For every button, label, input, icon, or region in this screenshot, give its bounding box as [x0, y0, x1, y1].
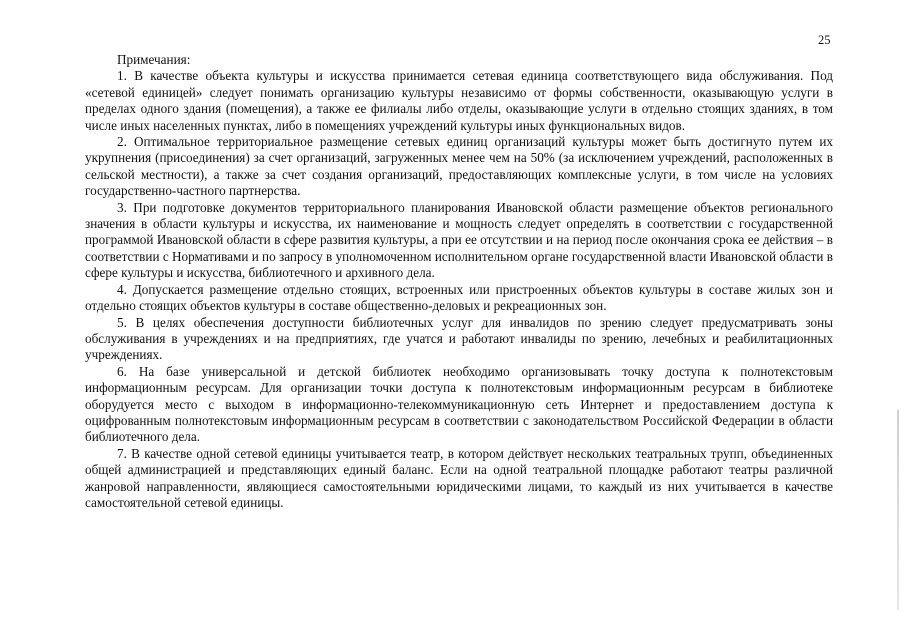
- note-3: 3. При подготовке документов территориального планирования Ивановской области размещение объектов регионального значения в области культуры и искусства, их наименование и мощность следует определять в соответствии с государственной программой Ивановской области в сфере развития культуры, а при ее отсутствии и на период после окончания срока ее действия – в соответствии с Нормативами и по запросу в уполномоченном исполнительном органе государственной власти Ивановской области в сфере культуры и искусства, библиотечного и архивного дела.: [85, 199, 833, 281]
- notes-section: [85, 52, 833, 511]
- notes-heading: Примечания:: [117, 52, 191, 67]
- note-2: 2. Оптимальное территориальное размещение сетевых единиц организаций культуры может быть достигнуто путем их укрупнения (присоединения) за счет организаций, загруженных менее чем на 50% (за исключением учреждений, расположенных в сельской местности), а также за счет создания организаций, предоставляющих комплексные услуги, в том числе на условиях государственно-частного партнерства.: [85, 134, 833, 199]
- note-6: 6. На базе универсальной и детской библиотек необходимо организовывать точку доступа к полнотекстовым информационным ресурсам. Для организации точки доступа к полнотекстовым информационным ресурсам в библиотеке оборудуется место с выходом в информационно-телекоммуникационную сеть Интернет и предоставлением доступа к оцифрованным полнотекстовым информационным ресурсам в соответствии с законодательством Российской Федерации в области библиотечного дела.: [85, 363, 833, 445]
- note-4: 4. Допускается размещение отдельно стоящих, встроенных или пристроенных объектов культуры в составе жилых зон и отдельно стоящих объектов культуры в составе общественно-деловых и рекреационных зон.: [85, 281, 833, 314]
- page-number: 25: [818, 33, 831, 47]
- scan-edge-line: [897, 410, 899, 610]
- note-5: 5. В целях обеспечения доступности библиотечных услуг для инвалидов по зрению следует предусматривать зоны обслуживания в учреждениях и на предприятиях, где учатся и работают инвалиды по зрению, лечебных и реабилитационных учреждениях.: [85, 314, 833, 363]
- note-1: 1. В качестве объекта культуры и искусства принимается сетевая единица соответствующего вида обслуживания. Под «сетевой единицей» следует понимать организацию культуры независимо от формы собственности, оказывающую услуги в пределах одного здания (помещения), а также ее филиалы либо отделы, оказывающие услуги в отдельно стоящих зданиях, в том числе иных населенных пунктах, либо в помещениях учреждений культуры иных функциональных видов.: [85, 68, 833, 133]
- note-7: 7. В качестве одной сетевой единицы учитывается театр, в котором действует нескольких театральных трупп, объединенных общей администрацией и представляющих единый баланс. Если на одной театральной площадке работают театры различной жанровой направленности, являющиеся самостоятельными юридическими лицами, то каждый из них учитывается в качестве самостоятельной сетевой единицы.: [85, 445, 833, 510]
